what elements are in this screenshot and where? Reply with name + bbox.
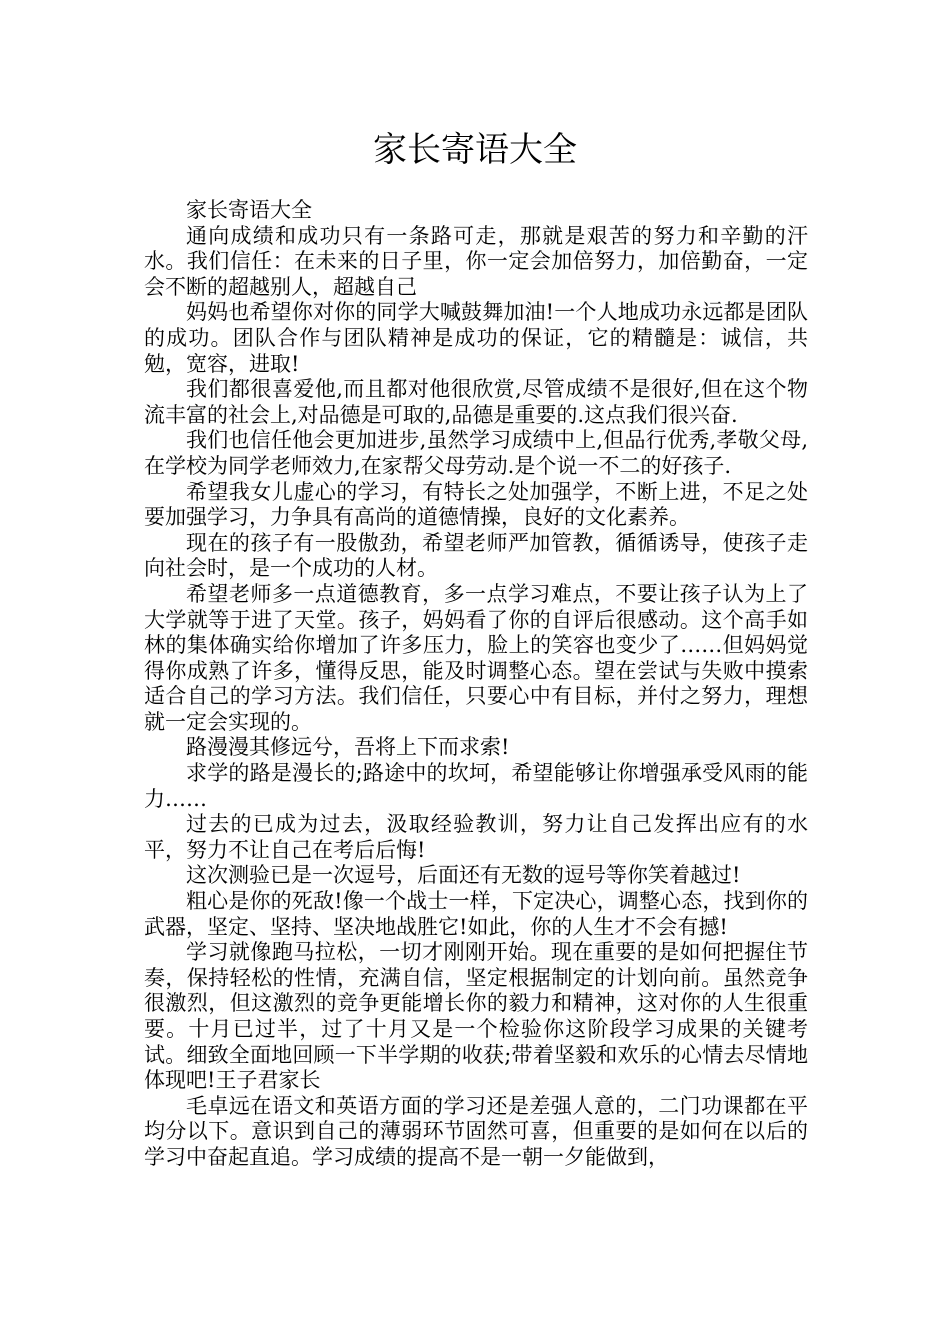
paragraph: 路漫漫其修远兮，吾将上下而求索! <box>186 735 510 760</box>
paragraph: 通向成绩和成功只有一条路可走，那就是艰苦的努力和辛勤的汗水。我们信任：在未来的日子里，你一定会加倍努力，加倍勤奋，一定会不断的超越别人，超越自己 <box>144 223 808 299</box>
paragraph: 现在的孩子有一股傲劲，希望老师严加管教，循循诱导，使孩子走向社会时，是一个成功的人材。 <box>144 530 808 581</box>
paragraph: 我们都很喜爱他,而且都对他很欣赏,尽管成绩不是很好,但在这个物流丰富的社会上,对品德是可取的,品德是重要的.这点我们很兴奋. <box>144 377 808 427</box>
document-title: 家长寄语大全 <box>373 130 577 170</box>
paragraph: 希望老师多一点道德教育，多一点学习难点，不要让孩子认为上了大学就等于进了天堂。孩子，妈妈看了你的自评后很感动。这个高手如林的集体确实给你增加了许多压力，脸上的笑容也变少了……但妈妈觉得你成熟了许多，懂得反思，能及时调整心态。望在尝试与失败中摸索适合自己的学习方法。我们信任，只要心中有目标，并付之努力，理想就一定会实现的。 <box>144 581 808 734</box>
paragraph-subtitle: 家长寄语大全 <box>186 198 312 222</box>
paragraph: 希望我女儿虚心的学习，有特长之处加强学，不断上进，不足之处要加强学习，力争具有高尚的道德情操，良好的文化素养。 <box>144 479 808 530</box>
paragraph: 这次测验已是一次逗号，后面还有无数的逗号等你笑着越过! <box>186 863 741 888</box>
paragraph: 粗心是你的死敌!像一个战士一样，下定决心，调整心态，找到你的武器，坚定、坚持、坚决地战胜它!如此，你的人生才不会有撼! <box>144 889 808 939</box>
paragraph: 我们也信任他会更加进步,虽然学习成绩中上,但品行优秀,孝敬父母,在学校为同学老师效力,在家帮父母劳动.是个说一不二的好孩子. <box>144 428 808 478</box>
paragraph: 妈妈也希望你对你的同学大喊鼓舞加油!一个人地成功永远都是团队的成功。团队合作与团队精神是成功的保证，它的精髓是：诚信，共勉，宽容，进取! <box>144 300 808 376</box>
paragraph: 求学的路是漫长的;路途中的坎坷，希望能够让你增强承受风雨的能力…… <box>144 761 808 811</box>
paragraph: 过去的已成为过去，汲取经验教训，努力让自己发挥出应有的水平，努力不让自己在考后后悔! <box>144 812 808 862</box>
paragraph: 毛卓远在语文和英语方面的学习还是差强人意的，二门功课都在平均分以下。意识到自己的薄弱环节固然可喜，但重要的是如何在以后的学习中奋起直追。学习成绩的提高不是一朝一夕能做到， <box>144 1093 808 1169</box>
document-body <box>144 198 808 1171</box>
paragraph: 学习就像跑马拉松，一切才刚刚开始。现在重要的是如何把握住节奏，保持轻松的性情，充满自信，坚定根据制定的计划向前。虽然竞争很激烈，但这激烈的竞争更能增长你的毅力和精神，这对你的人生很重要。十月已过半，过了十月又是一个检验你这阶段学习成果的关键考试。细致全面地回顾一下半学期的收获;带着坚毅和欢乐的心情去尽情地体现吧!王子君家长 <box>144 940 808 1093</box>
